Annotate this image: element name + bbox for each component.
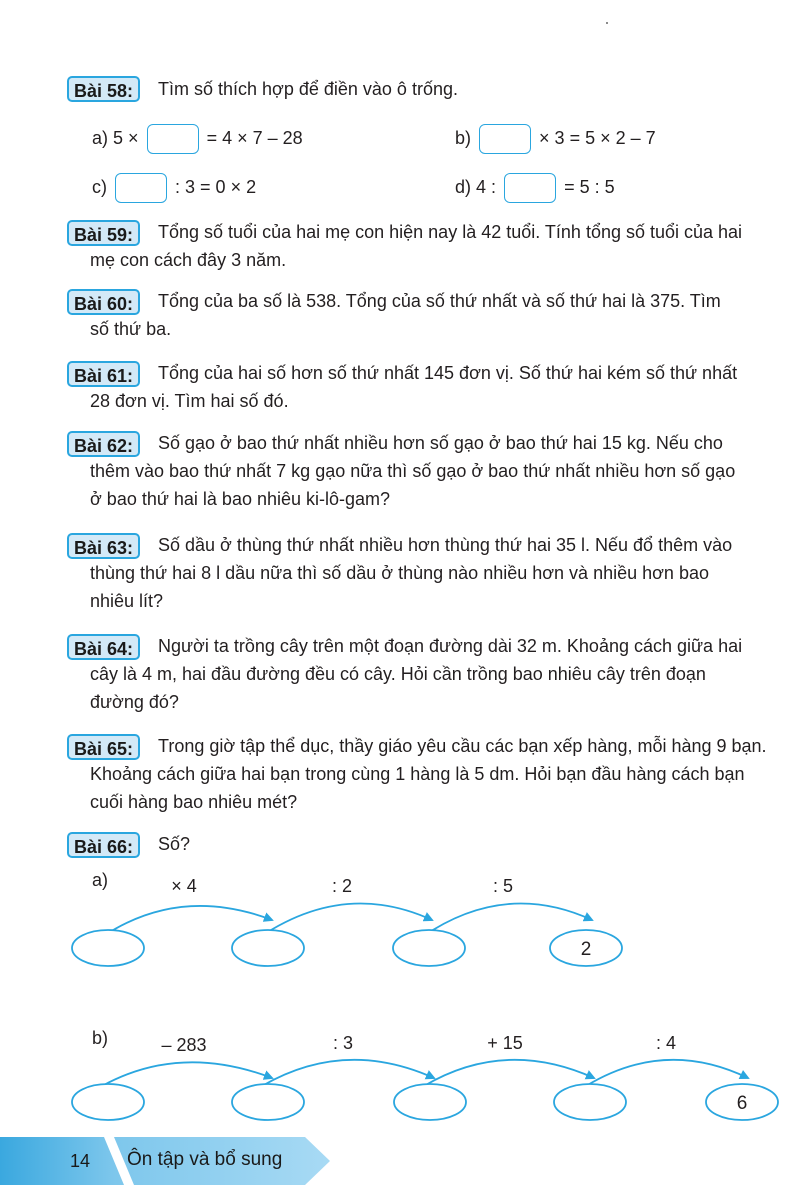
- ex58-item-b: [455, 124, 656, 154]
- exercise-text: [90, 218, 784, 274]
- answer-oval[interactable]: [232, 930, 304, 966]
- text-line: Số dầu ở thùng thứ nhất nhiều hơn thùng thứ hai 35 l. Nếu đổ thêm vào: [158, 535, 733, 555]
- answer-box[interactable]: [147, 124, 199, 154]
- arrow: [262, 1060, 434, 1086]
- section-title: Ôn tập và bổ sung: [127, 1149, 283, 1170]
- arrow: [102, 1062, 272, 1086]
- exercise-text: [90, 632, 784, 716]
- item-suffix: = 4 × 7 – 28: [206, 128, 303, 148]
- operation-label: : 4: [655, 1033, 677, 1053]
- exercise-label: Bài 65:: [67, 734, 140, 760]
- answer-oval[interactable]: [394, 1084, 466, 1120]
- item-prefix: b): [455, 128, 472, 148]
- exercise-text: [90, 531, 784, 615]
- scan-speck: [606, 22, 608, 24]
- item-suffix: × 3 = 5 × 2 – 7: [539, 128, 656, 148]
- operation-label: × 4: [171, 876, 197, 896]
- exercise-label: Bài 61:: [67, 361, 140, 387]
- text-line: Tìm số thích hợp để điền vào ô trống.: [158, 79, 458, 99]
- exercise-label: Bài 66:: [67, 832, 140, 858]
- exercise-label: Bài 58:: [67, 76, 140, 102]
- exercise-label: Bài 59:: [67, 220, 140, 246]
- text-line: số thứ ba.: [90, 319, 172, 339]
- answer-oval[interactable]: [72, 1084, 144, 1120]
- answer-oval[interactable]: [232, 1084, 304, 1120]
- exercise-text: [90, 429, 784, 513]
- text-line: 28 đơn vị. Tìm hai số đó.: [90, 391, 289, 411]
- answer-box[interactable]: [504, 173, 556, 203]
- text-line: Tổng của hai số hơn số thứ nhất 145 đơn vị. Số thứ hai kém số thứ nhất: [158, 363, 738, 383]
- item-suffix: = 5 : 5: [564, 177, 615, 197]
- ex58-item-d: [455, 173, 615, 203]
- text-line: Số gạo ở bao thứ nhất nhiều hơn số gạo ở bao thứ hai 15 kg. Nếu cho: [158, 433, 723, 453]
- ex66a-chain-diagram: [0, 860, 799, 980]
- item-prefix: d) 4 :: [455, 177, 497, 197]
- part-label: b): [92, 1028, 109, 1048]
- text-line: nhiêu lít?: [90, 591, 164, 611]
- operation-label: : 3: [332, 1033, 354, 1053]
- item-prefix: c): [92, 177, 107, 197]
- text-line: Trong giờ tập thể dục, thầy giáo yêu cầu các bạn xếp hàng, mỗi hàng 9 bạn.: [158, 736, 767, 756]
- ex58-item-c: [92, 173, 256, 203]
- exercise-text: [90, 732, 784, 816]
- ex66b-chain-diagram: [0, 1018, 799, 1138]
- text-line: cuối hàng bao nhiêu mét?: [90, 792, 298, 812]
- result-value: 2: [580, 939, 592, 960]
- answer-oval[interactable]: [72, 930, 144, 966]
- exercise-text: [158, 75, 778, 103]
- ex58-item-a: [92, 124, 303, 154]
- result-value: 6: [736, 1093, 748, 1114]
- text-line: thùng thứ hai 8 l dầu nữa thì số dầu ở thùng nào nhiều hơn và nhiều hơn bao: [90, 563, 709, 583]
- answer-oval[interactable]: [393, 930, 465, 966]
- answer-box[interactable]: [115, 173, 167, 203]
- text-line: Tổng của ba số là 538. Tổng của số thứ nhất và số thứ hai là 375. Tìm: [158, 291, 721, 311]
- arrow: [586, 1060, 748, 1086]
- arrow: [424, 1060, 594, 1086]
- operation-label: – 283: [161, 1035, 207, 1055]
- operation-label: : 2: [331, 876, 353, 896]
- part-label: a): [92, 870, 109, 890]
- text-line: cây là 4 m, hai đầu đường đều có cây. Hỏi cần trồng bao nhiêu cây trên đoạn: [90, 664, 706, 684]
- text-line: ở bao thứ hai là bao nhiêu ki-lô-gam?: [90, 489, 391, 509]
- text-line: mẹ con cách đây 3 năm.: [90, 250, 287, 270]
- text-line: đường đó?: [90, 692, 179, 712]
- operation-label: + 15: [487, 1033, 523, 1053]
- exercise-label: Bài 62:: [67, 431, 140, 457]
- page-number: 14: [70, 1151, 91, 1171]
- exercise-label: Bài 64:: [67, 634, 140, 660]
- answer-oval[interactable]: [554, 1084, 626, 1120]
- item-prefix: a) 5 ×: [92, 128, 139, 148]
- text-line: thêm vào bao thứ nhất 7 kg gạo nữa thì số gạo ở bao thứ nhất nhiều hơn số gạo: [90, 461, 736, 481]
- item-suffix: : 3 = 0 × 2: [175, 177, 257, 197]
- operation-label: : 5: [492, 876, 514, 896]
- text-line: Số?: [158, 834, 191, 854]
- exercise-text: [90, 287, 784, 343]
- exercise-label: Bài 63:: [67, 533, 140, 559]
- exercise-label: Bài 60:: [67, 289, 140, 315]
- text-line: Khoảng cách giữa hai bạn trong cùng 1 hàng là 5 dm. Hỏi bạn đầu hàng cách bạn: [90, 764, 745, 784]
- text-line: Tổng số tuổi của hai mẹ con hiện nay là 42 tuổi. Tính tổng số tuổi của hai: [158, 222, 743, 242]
- exercise-text: [158, 830, 458, 858]
- text-line: Người ta trồng cây trên một đoạn đường dài 32 m. Khoảng cách giữa hai: [158, 636, 743, 656]
- answer-box[interactable]: [479, 124, 531, 154]
- exercise-text: [90, 359, 784, 415]
